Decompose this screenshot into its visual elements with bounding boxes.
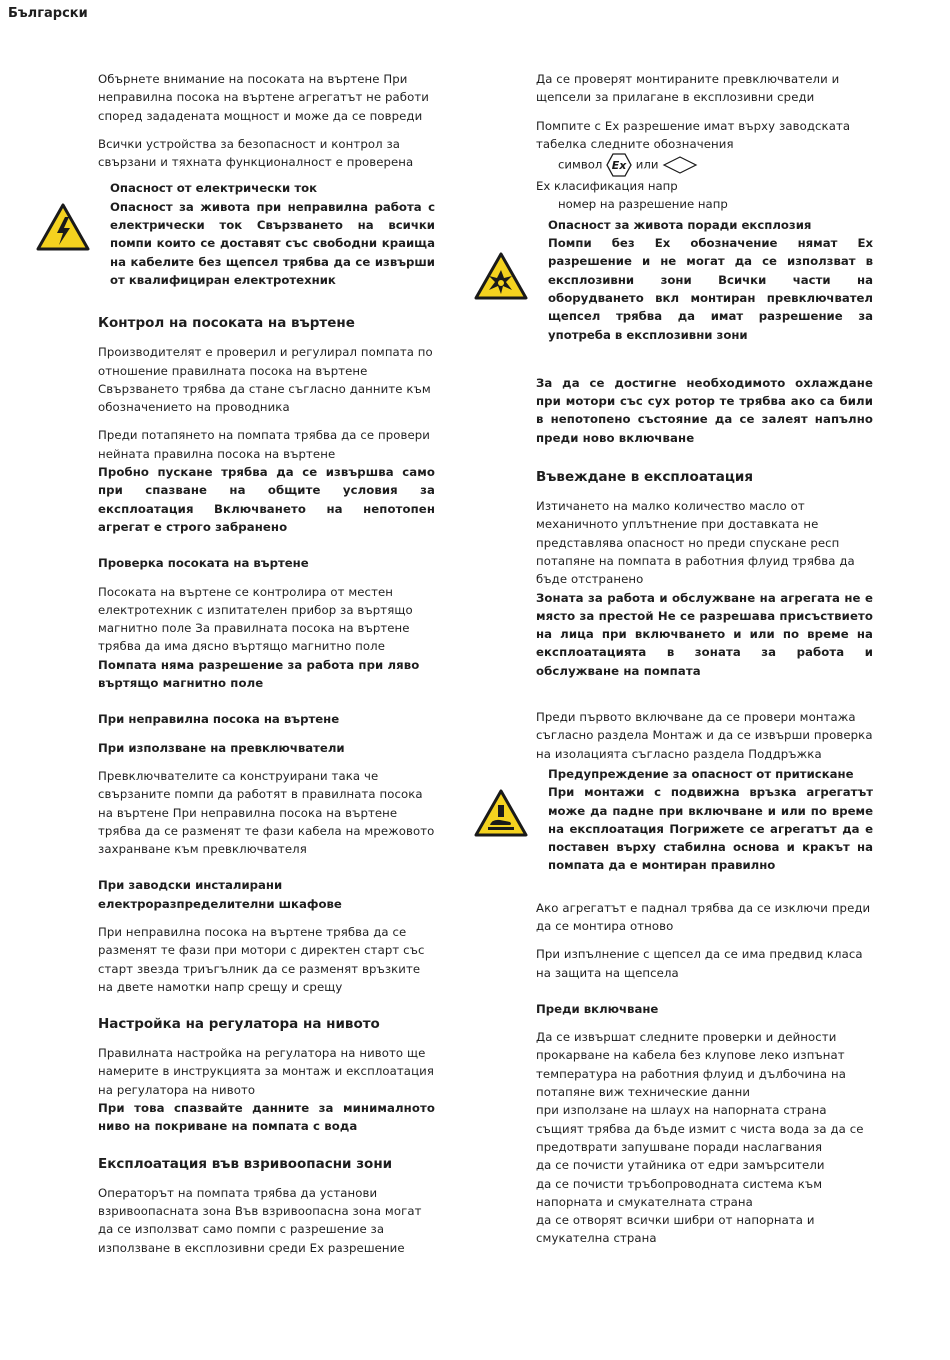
- symbol-label: символ: [558, 157, 603, 172]
- subsection-heading: При използване на превключватели: [98, 740, 345, 755]
- warning-body: Помпи без Ex обозначение нямат Ex разрешение и не могат да се използват в експлозивни зони Всички части на оборудването вкл монтиран превключвател щепсел трябва да имат разрешение за употреба в експлозивни зони: [548, 236, 873, 342]
- crush-hazard-icon: [474, 789, 528, 837]
- symbol-line: [536, 153, 873, 177]
- paragraph-bold: Зоната за работа и обслужване на агрегата не е място за престой Не се разрешава присъствието на лица при включването и или по време на експлоатацията в зоната за работа и обслужване на помпата: [536, 590, 873, 678]
- diamond-symbol-icon: [662, 156, 698, 174]
- ex-classification-line: Ex класификация напр: [536, 179, 678, 194]
- list-item: да се почисти тръбопроводната система към напорната и смукателната страна: [536, 1176, 823, 1209]
- paragraph-bold: За да се достигне необходимото охлаждане при мотори със сух ротор те трябва ако са били в непотопено състояние да се залеят напълно преди ново включване: [536, 375, 873, 445]
- list-item: температура на работния флуид и дълбочина на потапяне виж технические данни: [536, 1066, 846, 1100]
- ex-mark-icon: [606, 153, 632, 177]
- checklist: [536, 1028, 873, 1248]
- right-column: [536, 70, 873, 1258]
- subsection-heading: При неправилна посока на въртене: [98, 712, 340, 727]
- section-heading: Контрол на посоката на въртене: [98, 315, 355, 332]
- section-heading: Въвеждане в експлоатация: [536, 469, 753, 486]
- paragraph: Преди първото включване да се провери монтажа съгласно раздела Монтаж и да се извърши проверка на изолацията съгласно раздела Поддръжка: [536, 710, 873, 761]
- paragraph: Операторът на помпата трябва да установи взривоопасната зона Във взривоопасна зона могат да се използват само помпи с разрешение за използване в експлозивни среди Ex разрешение: [98, 1185, 422, 1255]
- list-item: прокарване на кабела без клупове леко изпънат: [536, 1048, 845, 1063]
- paragraph: Помпите с Ex разрешение имат върху заводската табелка следните обозначения: [536, 118, 851, 151]
- language-label: Български: [8, 6, 88, 21]
- paragraph-text: Преди потапянето на помпата трябва да се провери нейната правилна посока на въртене: [98, 428, 430, 461]
- electric-warning: [98, 179, 435, 289]
- paragraph: Производителят е проверил и регулирал помпата по отношение правилната посока на въртене Свързването трябва да стане съгласно данните към обозначението на проводника: [98, 345, 433, 415]
- left-column: [98, 70, 435, 1267]
- paragraph-text: Правилната настройка на регулатора на нивото ще намерите в инструкцията за монтаж и експлоатация на регулатора на нивото: [98, 1046, 434, 1097]
- warning-title: Опасност за живота поради експлозия: [548, 217, 812, 232]
- paragraph-bold: При това спазвайте данните за минималното ниво на покриване на помпата с вода: [98, 1101, 435, 1134]
- approval-number-line: номер на разрешение напр: [558, 197, 728, 212]
- list-item: да се почисти утайника от едри замърсители: [536, 1158, 825, 1173]
- paragraph-text: Посоката на въртене се контролира от местен електротехник с изпитателен прибор за въртящо магнитно поле За правилната посока на въртене трябва да има дясно въртящо магнитно поле: [98, 584, 413, 654]
- paragraph: [536, 497, 873, 680]
- paragraph: Превключвателите са конструирани така че свързаните помпи да работят в правилната посока на въртене При неправилна посока на въртене трябва да се разменят те фази кабела на мрежовото захранване към превключвателя: [98, 768, 435, 857]
- paragraph: Ако агрегатът е паднал трябва да се изключи преди да се монтира отново: [536, 900, 871, 933]
- list-item: при използане на шлаух на напорната страна същият трябва да бъде измит с чиста вода за да се предотврати запушване поради наслагвания: [536, 1103, 864, 1154]
- svg-text:Ex: Ex: [611, 159, 627, 173]
- warning-title: Предупреждение за опасност от притискане: [548, 766, 854, 781]
- paragraph-bold: Помпата няма разрешение за работа при ляво въртящо магнитно поле: [98, 657, 420, 691]
- paragraph: [98, 426, 435, 536]
- subsection-heading: При заводски инсталирани електроразпределителни шкафове: [98, 878, 342, 911]
- paragraph: Да се проверят монтираните превключватели и щепсели за прилагане в експлозивни среди: [536, 72, 840, 105]
- warning-body: При монтажи с подвижна връзка агрегатът може да падне при включване и или по време на експлоатация Погрижете се агрегатът да е поставен върху стабилна основа и кракът на помпата да е монтиран правилно: [548, 785, 873, 873]
- crush-warning: [536, 765, 873, 875]
- warning-title: Опасност от електрически ток: [110, 181, 318, 196]
- paragraph-bold: Пробно пускане трябва да се извършва само при спазване на общите условия за експлоатация Включването на непотопен агрегат е строго забранено: [98, 465, 435, 534]
- paragraph: [98, 583, 435, 693]
- paragraph: [98, 1044, 435, 1135]
- paragraph: Обърнете внимание на посоката на въртене При неправилна посока на въртене агрегатът не работи според зададената мощност и може да се повреди: [98, 72, 429, 123]
- list-item: да се отворят всички шибри от напорната и смукателна страна: [536, 1213, 815, 1246]
- symbol-or-label: или: [635, 157, 659, 172]
- paragraph: [536, 374, 873, 447]
- warning-body: Опасност за живота при неправилна работа с електрически ток Свързването на всички помпи които се доставят със свободни краища на кабелите без щепсел трябва да се извърши от квалифициран електротехник: [110, 199, 435, 287]
- paragraph: При неправилна посока на въртене трябва да се разменят те фази при мотори с директен старт със старт звезда триъгълник да се разменят връзките на двете намотки напр срещу и срещу: [98, 924, 425, 994]
- list-item: Да се извършат следните проверки и дейности: [536, 1030, 837, 1045]
- section-heading: Експлоатация във взривоопасни зони: [98, 1155, 393, 1172]
- paragraph: Всички устройства за безопасност и контрол за свързани и тяхната функционалност е проверена: [98, 136, 414, 170]
- explosion-hazard-icon: [474, 252, 528, 300]
- subsection-heading: Проверка посоката на въртене: [98, 556, 309, 571]
- paragraph-text: Изтичането на малко количество масло от механичното уплътнение при доставката не представлява опасност но преди спускане респ потапяне на помпата в работния флуид трябва да бъде отстранено: [536, 499, 855, 587]
- section-heading: Настройка на регулатора на нивото: [98, 1016, 380, 1033]
- explosion-warning: [536, 216, 873, 344]
- electric-hazard-icon: [36, 203, 90, 251]
- paragraph: При изпълнение с щепсел да се има предвид класа на защита на щепсела: [536, 947, 863, 980]
- subsection-heading: Преди включване: [536, 1001, 659, 1016]
